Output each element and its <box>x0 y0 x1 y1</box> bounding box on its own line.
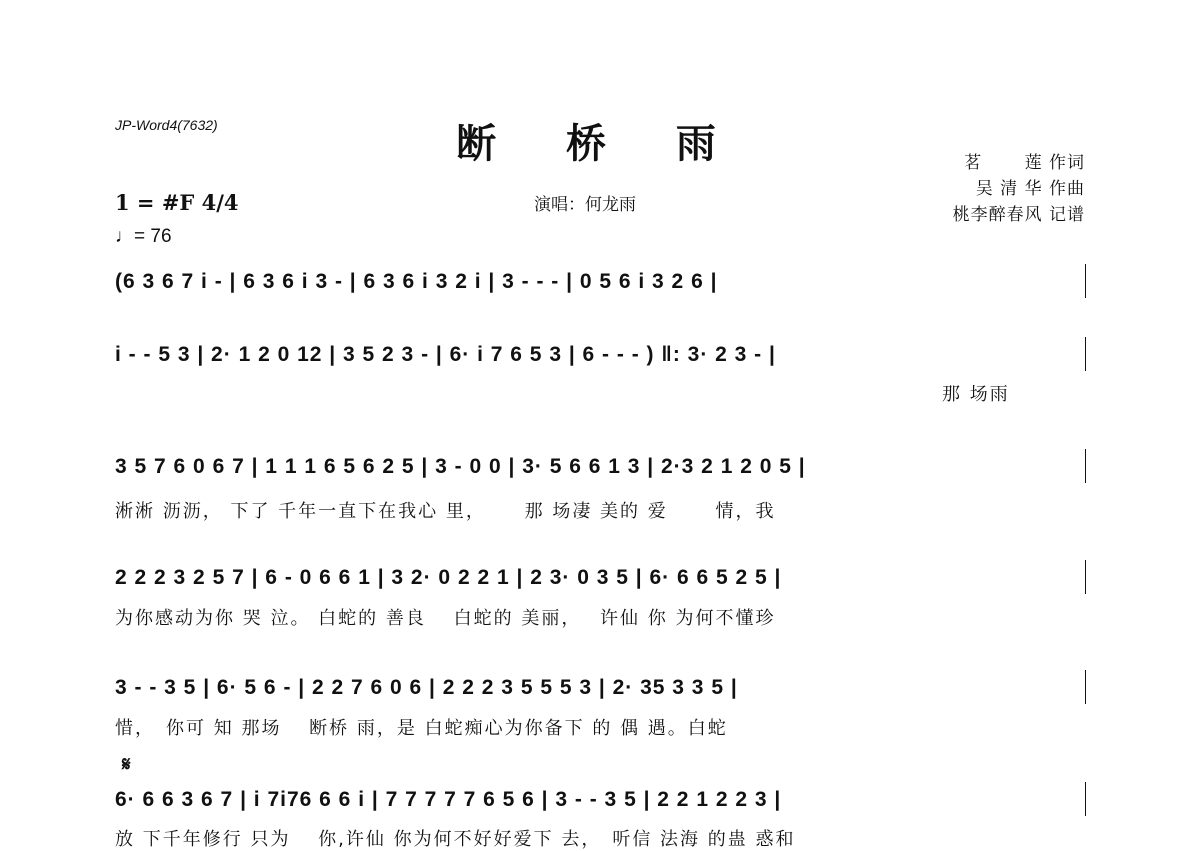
end-bar-line-4 <box>1085 560 1086 594</box>
composer-credit: 吴 清 华 作曲 <box>975 179 1085 199</box>
end-bar-line-3 <box>1085 449 1086 483</box>
lyric-line-1: 淅淅 沥沥， 下了 千年一直下在我心 里， 那 场凄 美的 爱 情，我 <box>115 501 776 522</box>
key-signature: 1 = #F 4/4 <box>115 190 239 215</box>
lyric-line-2: 为你感动为你 哭 泣。 白蛇的 善良 白蛇的 美丽， 许仙 你 为何不懂珍 <box>115 608 776 629</box>
score-line-5: 3 - - 3 5 | 6· 5 6 - | 2 2 7 6 0 6 | 2 2 2 3 5 5 5 3 | 2· 35 3 3 5 | <box>115 676 738 699</box>
source-label: JP-Word4(7632) <box>115 117 218 133</box>
singer-label: 演唱：何龙雨 <box>534 195 636 215</box>
tempo-marking: ♩= 76 <box>115 226 172 247</box>
lyric-line-0: 那 场雨 <box>942 384 1010 405</box>
transcriber-credit: 桃李醉春风 记谱 <box>952 205 1085 225</box>
score-line-1: (6 3 6 7 i - | 6 3 6 i 3 - | 6 3 6 i 3 2 i | 3 - - - | 0 5 6 i 3 2 6 | <box>115 270 718 293</box>
lyricist-credit: 茗 莲 作词 <box>964 153 1085 173</box>
song-title: 断 桥 雨 <box>456 120 744 167</box>
end-bar-line-2 <box>1085 337 1086 371</box>
score-line-3: 3 5 7 6 0 6 7 | 1 1 1 6 5 6 2 5 | 3 - 0 0 | 3· 5 6 6 1 3 | 2·3 2 1 2 0 5 | <box>115 455 806 478</box>
segno-icon: 𝄋 <box>122 752 131 776</box>
end-bar-line-1 <box>1085 264 1086 298</box>
score-line-2: i - - 5 3 | 2· 1 2 0 12 | 3 5 2 3 - | 6· i 7 6 5 3 | 6 - - - ) ‖: 3· 2 3 - | <box>115 343 776 366</box>
end-bar-line-6 <box>1085 782 1086 816</box>
end-bar-line-5 <box>1085 670 1086 704</box>
score-line-4: 2 2 2 3 2 5 7 | 6 - 0 6 6 1 | 3 2· 0 2 2 1 | 2 3· 0 3 5 | 6· 6 6 5 2 5 | <box>115 566 782 589</box>
lyric-line-3: 惜， 你可 知 那场 断桥 雨，是 白蛇痴心为你备下 的 偶 遇。白蛇 <box>115 718 728 739</box>
score-line-6: 6· 6 6 3 6 7 | i 7i76 6 6 i | 7 7 7 7 7 6 5 6 | 3 - - 3 5 | 2 2 1 2 2 3 | <box>115 788 782 811</box>
lyric-line-4: 放 下千年修行 只为 你,许仙 你为何不好好爱下 去， 听信 法海 的蛊 惑和 <box>115 829 796 850</box>
